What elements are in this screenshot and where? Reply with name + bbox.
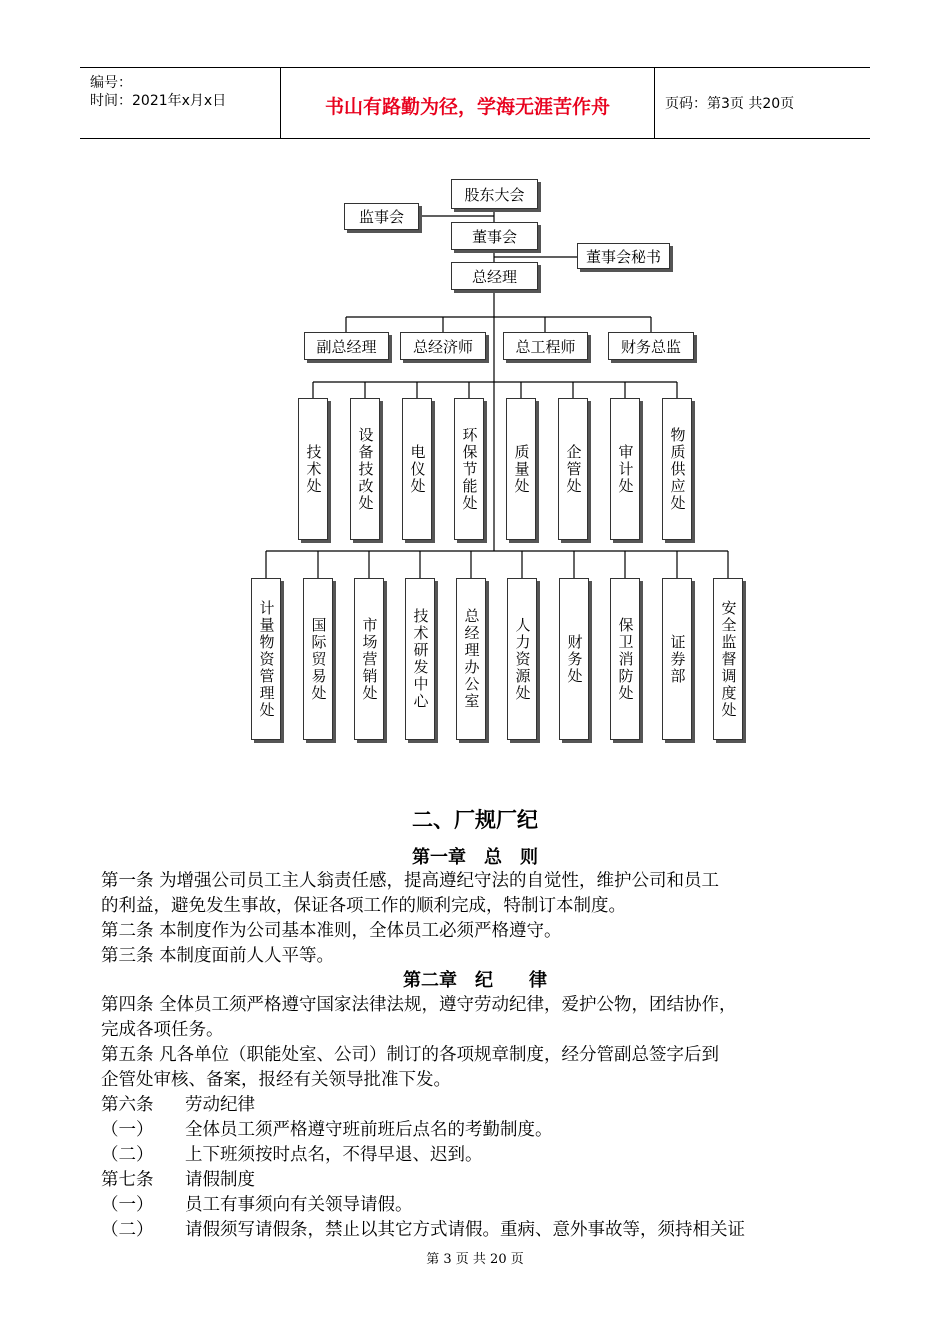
chapter-title: 第一章 总 则	[412, 847, 538, 868]
org-box-dept: 保卫消防处	[610, 578, 640, 740]
article-line: 第三条 本制度面前人人平等。	[101, 946, 335, 966]
article-number: 第六条	[101, 1095, 154, 1115]
org-box-dept: 技术处	[298, 398, 328, 540]
page-header	[80, 67, 870, 139]
page-footer: 第 3 页 共 20 页	[426, 1252, 524, 1267]
org-box-deputy: 财务总监	[608, 332, 694, 360]
header-motto: 书山有路勤为径，学海无涯苦作舟	[324, 96, 610, 118]
org-box-dept: 市场营销处	[354, 578, 384, 740]
header-meta-cell	[80, 68, 280, 138]
org-box-shareholders: 股东大会	[451, 179, 538, 209]
article-line: 第二条 本制度作为公司基本准则，全体员工必须严格遵守。	[101, 921, 562, 941]
org-box-dept: 企管处	[558, 398, 588, 540]
clause-number: （二）	[101, 1220, 154, 1240]
org-box-board: 董事会	[451, 222, 538, 250]
org-box-deputy: 总经济师	[400, 332, 486, 360]
article-line: 完成各项任务。	[101, 1020, 224, 1040]
org-box-dept: 财务处	[559, 578, 589, 740]
clause-text: 全体员工须严格遵守班前班后点名的考勤制度。	[185, 1120, 553, 1140]
org-box-dept: 人力资源处	[507, 578, 537, 740]
header-motto-cell	[280, 68, 655, 138]
org-box-dept: 技术研发中心	[405, 578, 435, 740]
org-box-dept: 总经理办公室	[456, 578, 486, 740]
document-number-label: 编号：	[90, 75, 132, 91]
org-box-dept: 质量处	[506, 398, 536, 540]
article-line: 第四条 全体员工须严格遵守国家法律法规，遵守劳动纪律，爱护公物，团结协作，	[101, 995, 737, 1015]
org-box-gm: 总经理	[451, 262, 538, 290]
article-line: 第五条 凡各单位（职能处室、公司）制订的各项规章制度，经分管副总签字后到	[101, 1045, 720, 1065]
org-box-secretary: 董事会秘书	[577, 243, 670, 269]
org-box-supervisory: 监事会	[344, 203, 419, 230]
org-box-deputy: 总工程师	[503, 332, 588, 360]
clause-text: 上下班须按时点名，不得早退、迟到。	[185, 1145, 483, 1165]
org-box-dept: 国际贸易处	[303, 578, 333, 740]
clause-text: 员工有事须向有关领导请假。	[185, 1195, 413, 1215]
article-line: 第一条 为增强公司员工主人翁责任感，提高遵纪守法的自觉性，维护公司和员工	[101, 871, 720, 891]
org-box-deputy: 副总经理	[304, 332, 389, 360]
org-box-dept: 物质供应处	[662, 398, 692, 540]
article-title: 请假制度	[185, 1170, 255, 1190]
article-line: 企管处审核、备案，报经有关领导批准下发。	[101, 1070, 451, 1090]
document-time-label: 时间：2021年x月x日	[90, 93, 227, 109]
org-box-dept: 计量物资管理处	[251, 578, 281, 740]
org-box-dept: 电仪处	[402, 398, 432, 540]
clause-number: （一）	[101, 1120, 154, 1140]
clause-text: 请假须写请假条，禁止以其它方式请假。重病、意外事故等，须持相关证	[185, 1220, 745, 1240]
article-number: 第七条	[101, 1170, 154, 1190]
clause-number: （一）	[101, 1195, 154, 1215]
header-page-number: 页码：第3页 共20页	[665, 96, 795, 112]
section-title: 二、厂规厂纪	[412, 808, 538, 832]
article-title: 劳动纪律	[185, 1095, 255, 1115]
org-box-dept: 审计处	[610, 398, 640, 540]
header-page-cell	[655, 68, 870, 138]
org-box-dept: 安全监督调度处	[713, 578, 743, 740]
org-box-dept: 环保节能处	[454, 398, 484, 540]
article-line: 的利益，避免发生事故，保证各项工作的顺利完成，特制订本制度。	[101, 896, 626, 916]
chapter-title: 第二章 纪 律	[403, 970, 547, 991]
org-box-dept: 设备技改处	[350, 398, 380, 540]
org-box-dept: 证券部	[662, 578, 692, 740]
clause-number: （二）	[101, 1145, 154, 1165]
